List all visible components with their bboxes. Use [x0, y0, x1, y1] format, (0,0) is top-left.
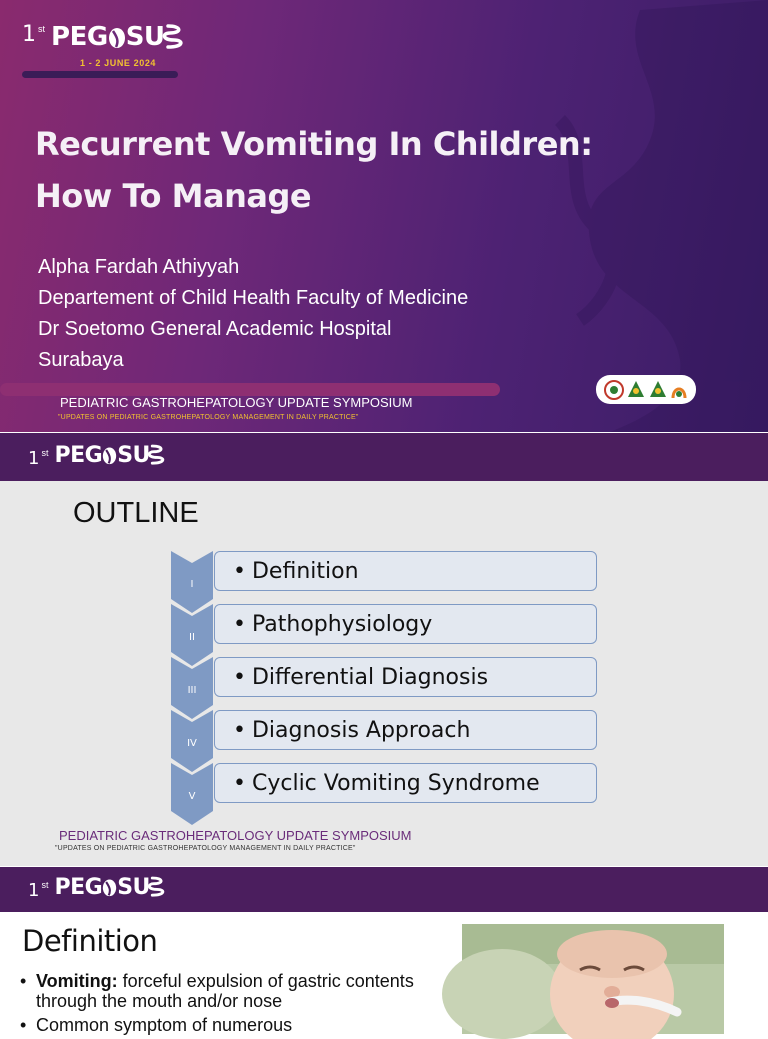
pegasus-logo: [28, 874, 166, 901]
idai-logo-icon: [604, 380, 624, 400]
outline-item-label: Definition: [251, 558, 359, 584]
sponsor-badges: [596, 375, 696, 404]
author-department: Departement of Child Health Faculty of Medicine: [38, 287, 469, 309]
event-date: 1 - 2 JUNE 2024: [80, 58, 157, 68]
pegasus-logo: [28, 442, 166, 469]
stomach-logo-icon: [101, 445, 118, 465]
outline-item-label: Cyclic Vomiting Syndrome: [251, 770, 540, 796]
logo-word-left: PEG: [54, 442, 103, 468]
logo-ordinal-suffix: st: [41, 880, 49, 890]
stomach-logo-icon: [101, 877, 118, 897]
symposium-name: PEDIATRIC GASTROHEPATOLOGY UPDATE SYMPOSIUM: [60, 395, 413, 410]
author-city: Surabaya: [38, 349, 124, 371]
symposium-name: PEDIATRIC GASTROHEPATOLOGY UPDATE SYMPOSIUM: [59, 828, 412, 843]
logo-word-left: PEG: [54, 874, 103, 900]
date-underline: [22, 71, 178, 78]
bullet-marker: •: [233, 770, 246, 796]
item-numeral: III: [187, 685, 197, 696]
logo-word-right: SU: [117, 874, 150, 900]
list-item-text: Common symptom of numerous: [36, 1015, 293, 1035]
outline-slide: [0, 433, 768, 866]
society-logo-icon: [627, 380, 645, 400]
intestine-logo-icon: [149, 874, 167, 900]
logo-ordinal: 1: [22, 22, 36, 47]
logo-ordinal-suffix: st: [41, 448, 49, 458]
bullet-marker: •: [233, 611, 246, 637]
symposium-theme: "UPDATES ON PEDIATRIC GASTROHEPATOLOGY MANAGEMENT IN DAILY PRACTICE": [55, 845, 356, 852]
outline-item-label: Diagnosis Approach: [251, 717, 471, 743]
item-numeral: II: [189, 632, 195, 643]
infant-photo-icon: [462, 924, 724, 1034]
infant-vomiting-photo: [462, 924, 724, 1034]
term-label: Vomiting:: [36, 971, 118, 991]
title-line: How To Manage: [35, 177, 312, 215]
author-hospital: Dr Soetomo General Academic Hospital: [38, 318, 392, 340]
slide-header: [0, 867, 768, 912]
logo-ordinal: 1: [28, 448, 40, 469]
slide-title: Definition: [22, 924, 158, 958]
list-item: [20, 971, 440, 1011]
intestine-logo-icon: [149, 442, 167, 468]
outline-item-label: Pathophysiology: [251, 611, 433, 637]
outline-item-cyclic-vomiting-syndrome: [214, 763, 597, 803]
term-definition: forceful expulsion of gastric contents through the mouth and/or nose: [36, 971, 414, 1011]
item-numeral: I: [190, 579, 194, 590]
list-item: [20, 1015, 440, 1035]
slide-title: OUTLINE: [73, 497, 199, 529]
university-logo-icon: [649, 380, 667, 400]
logo-word-left: PEG: [51, 22, 108, 52]
item-numeral: V: [188, 791, 196, 802]
logo-word-right: SU: [117, 442, 150, 468]
chevron-marker: [171, 763, 213, 829]
logo-ordinal-suffix: st: [38, 24, 46, 34]
stomach-logo-icon: [107, 25, 127, 49]
definition-list: [20, 971, 440, 1039]
definition-slide: [0, 867, 768, 1035]
presentation-title: [35, 118, 592, 222]
author-block: [38, 252, 468, 376]
title-line: Recurrent Vomiting In Children:: [35, 125, 593, 163]
symposium-theme: "UPDATES ON PEDIATRIC GASTROHEPATOLOGY MANAGEMENT IN DAILY PRACTICE": [58, 414, 359, 421]
author-name: Alpha Fardah Athiyyah: [38, 256, 240, 278]
pegasus-logo: [22, 22, 185, 52]
title-slide: [0, 0, 768, 432]
bullet-marker: •: [233, 558, 246, 584]
outline-item-label: Differential Diagnosis: [251, 664, 489, 690]
intestine-logo-icon: [164, 22, 186, 52]
item-numeral: IV: [187, 738, 197, 749]
bullet-marker: •: [233, 664, 246, 690]
outline-item-pathophysiology: [214, 604, 597, 644]
logo-word-right: SU: [125, 22, 165, 52]
outline-item-differential-diagnosis: [214, 657, 597, 697]
outline-item-diagnosis-approach: [214, 710, 597, 750]
slide-header: [0, 433, 768, 481]
logo-ordinal: 1: [28, 880, 40, 901]
outline-item-definition: [214, 551, 597, 591]
hospital-logo-icon: [670, 380, 688, 400]
bullet-marker: •: [233, 717, 246, 743]
